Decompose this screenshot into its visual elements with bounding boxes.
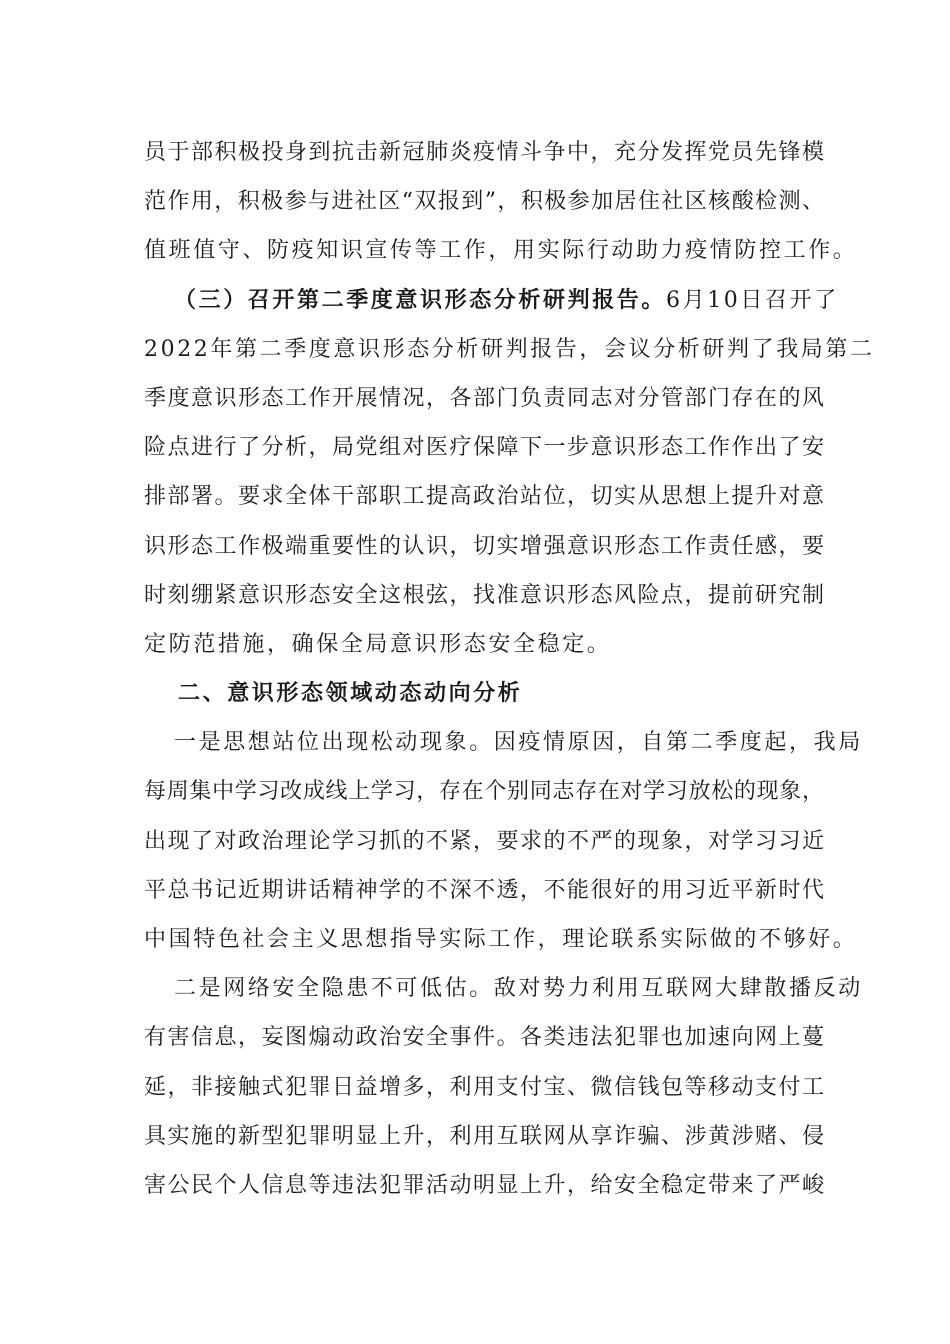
body-line: 员于部积极投身到抗击新冠肺炎疫情斗争中，充分发挥党员先锋模 <box>144 140 824 165</box>
body-line: 季度意识形态工作开展情况，各部门负责同志对分管部门存在的风 <box>144 385 824 411</box>
body-line: 害公民个人信息等违法犯罪活动明显上升，给安全稳定带来了严峻 <box>144 1172 824 1198</box>
body-line: 平总书记近期讲话精神学的不深不透，不能很好的用习近平新时代 <box>144 877 824 903</box>
section-heading-3: （三）召开第二季度意识形态分析研判报告。 <box>174 286 667 313</box>
body-line: 排部署。要求全体干部职工提高政治站位，切实从思想上提升对意 <box>144 484 824 510</box>
body-line: 范作用，积极参与进社区“双报到”，积极参加居住社区核酸检测、 <box>144 189 824 215</box>
body-line: 具实施的新型犯罪明显上升，利用互联网从享诈骗、涉黄涉赌、侵 <box>144 1123 824 1149</box>
body-line: 每周集中学习改成线上学习，存在个别同志存在对学习放松的现象， <box>144 779 824 805</box>
section-line <box>144 276 839 325</box>
body-line: 2022年第二季度意识形态分析研判报告，会议分析研判了我局第二 <box>144 336 875 362</box>
body-line: 值班值守、防疫知识宣传等工作，用实际行动助力疫情防控工作。 <box>144 238 858 264</box>
body-line: 一是思想站位出现松动现象。因疫情原因，自第二季度起，我局 <box>174 730 863 756</box>
section-heading-2: 二、意识形态领域动态动向分析 <box>178 680 523 707</box>
document-body <box>144 128 875 1210</box>
body-line: 中国特色社会主义思想指导实际工作，理论联系实际做的不够好。 <box>144 927 858 952</box>
body-line: 出现了对政治理论学习抓的不紧，要求的不严的现象，对学习习近 <box>144 828 824 854</box>
body-line: 延，非接触式犯罪日益增多，利用支付宝、微信钱包等移动支付工 <box>144 1074 824 1100</box>
body-line: 识形态工作极端重要性的认识，切实增强意识形态工作责任感，要 <box>144 533 824 559</box>
body-line: 有害信息，妄图煽动政治安全事件。各类违法犯罪也加速向网上蔓 <box>144 1025 824 1051</box>
body-line: 定防范措施，确保全局意识形态安全稳定。 <box>144 631 612 657</box>
body-line: 时刻绷紧意识形态安全这根弦，找准意识形态风险点，提前研究制 <box>144 582 824 608</box>
body-line: 险点进行了分析，局党组对医疗保障下一步意识形态工作作出了安 <box>144 435 824 461</box>
body-line: 二是网络安全隐患不可低估。敌对势力利用互联网大肆散播反动 <box>174 976 863 1002</box>
section-heading-3-tail: 6月10日召开了 <box>666 287 839 313</box>
